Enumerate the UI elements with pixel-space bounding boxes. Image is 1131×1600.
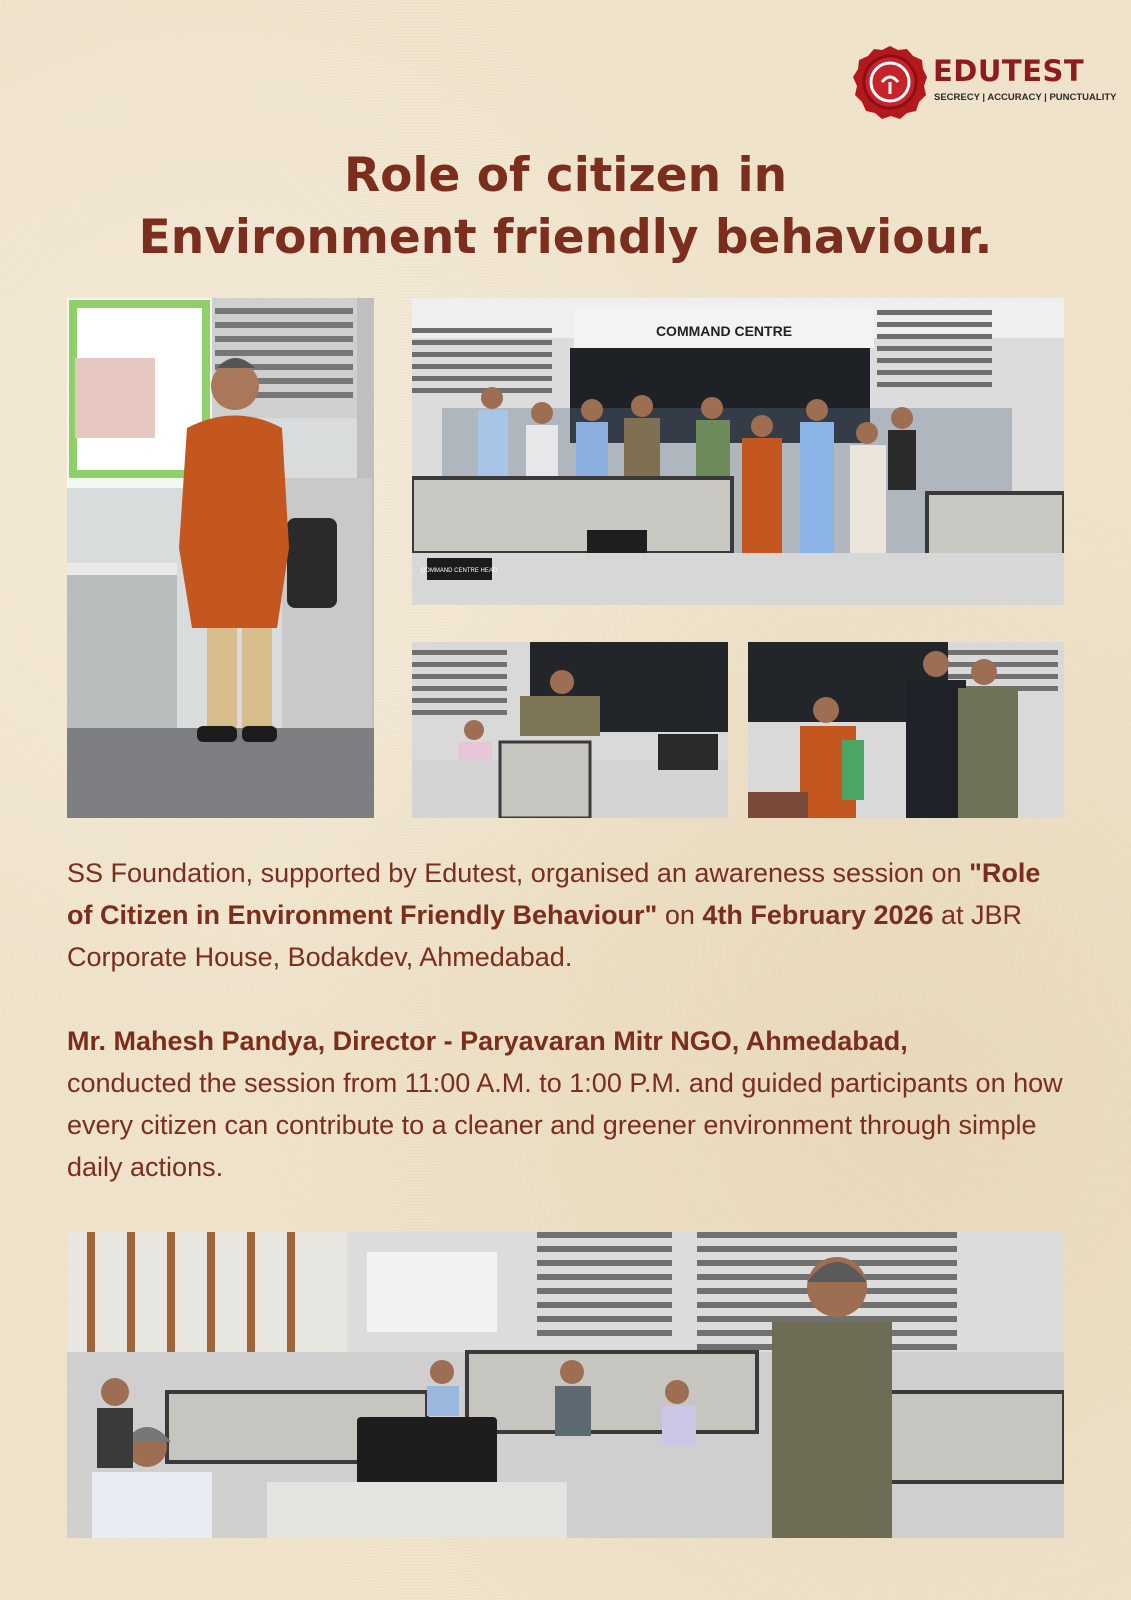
wax-seal-icon <box>852 44 928 120</box>
para2-text: conducted the session from 11:00 A.M. to 1:00 P.M. and guided participants on how every citizen can contribute to a cleaner and greener environment through simple daily actions. <box>67 1068 1063 1182</box>
logo-name: EDUTEST <box>933 54 1085 88</box>
session-topic: "Role of Citizen in Environment Friendly Behaviour" <box>67 858 1041 930</box>
speaker-name: Mr. Mahesh Pandya, Director - Paryavaran Mitr NGO, Ahmedabad, <box>67 1026 908 1056</box>
photo-audience <box>67 1232 1064 1538</box>
command-centre-sign: COMMAND CENTRE <box>655 323 793 339</box>
photo-speaker <box>67 298 374 818</box>
photo-host <box>412 642 728 818</box>
event-date: 4th February 2026 <box>702 900 934 930</box>
para1-part1: SS Foundation, supported by Edutest, organised an awareness session on <box>67 858 970 888</box>
para1-part3: at JBR Corporate House, Bodakdev, Ahmedabad. <box>67 900 1023 972</box>
command-centre-head-sign: COMMAND CENTRE HEAD <box>420 568 498 574</box>
page-title <box>0 145 1131 269</box>
paragraph-speaker-description <box>67 1020 1067 1188</box>
title-line-2: Environment friendly behaviour. <box>138 210 993 265</box>
edutest-logo <box>852 44 1117 120</box>
photo-memento <box>748 642 1064 818</box>
title-line-1: Role of citizen in <box>343 148 788 203</box>
photo-group <box>412 298 1064 605</box>
logo-tagline: SECRECY | ACCURACY | PUNCTUALITY <box>934 92 1117 103</box>
para1-part2: on <box>657 900 703 930</box>
paragraph-event-description <box>67 852 1067 978</box>
